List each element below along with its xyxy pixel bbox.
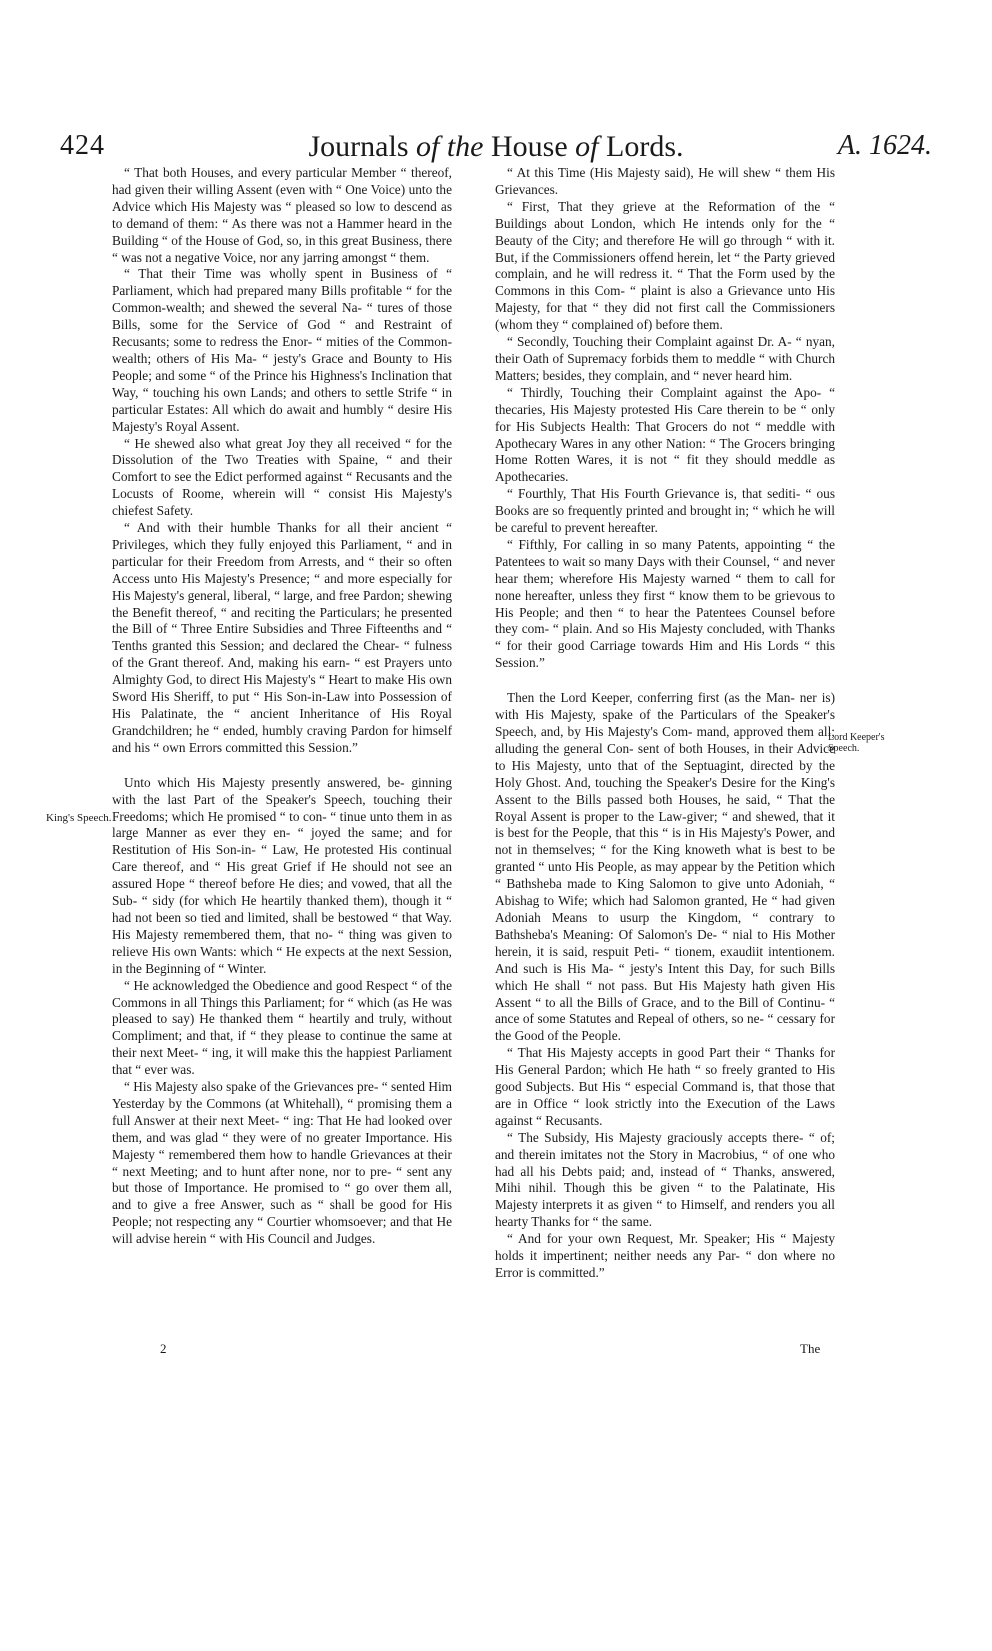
year: A. 1624. (837, 130, 932, 161)
paragraph: Then the Lord Keeper, conferring first (as the Man- ner is) with His Majesty, spake of the Particulars of the Speaker's Speech, and, by His Majesty's Com- mand, approved them all; alluding the general Con- sent of both Houses, in their Advice to His Majesty, unto that of the Septuagint, directed by the Holy Ghost. And, touching the Speaker's Desire for the King's Assent to the Bills passed both Houses, he said, “ That the Royal Assent is proper to the Law-giver; “ and shewed, that it is best for the People, that this “ is in His Majesty's Power, and not in themselves; “ for the King knoweth what is best to be granted “ unto His People, as may appear by the Petition which “ Bathsheba made to King Salomon to give unto Adoniah, “ Abishag to Wife; which had Salomon granted, He “ had given Adoniah Means to usurp the Kingdom, “ contrary to Bathsheba's Meaning: Of Salomon's De- “ nial to His Mother herein, it is said, respuit Peti- “ tionem, exaudiit intentionem. And such is His Ma- “ jesty's Intent this Day, for such Bills which He shall “ not pass. But His Majesty hath given His Assent “ to all the Bills of Grace, and to the Bill of Continu- “ ance of some Statutes and Repeal of others, so ne- “ cessary for the Good of the People. (495, 690, 835, 1044)
paragraph: “ And with their humble Thanks for all their ancient “ Privileges, which they fully enjoyed this Parliament, “ and in particular for their Freedom from Arrests, and “ their so often Access unto His Majesty's Presence; “ and more especially for His Majesty's general, liberal, “ large, and free Pardon; shewing the Benefit thereof, “ and reciting the Particulars; he presented the Bill of “ Three Entire Subsidies and Three Fifteenths and “ Tenths granted this Session; and declared the Chear- “ fulness of the Grant thereof. And, making his earn- “ est Prayers unto Almighty God, to direct His Majesty's “ Heart to make His own Sword His Sheriff, to put “ His Son-in-Law into Possession of His Palatinate, the “ ancient Inheritance of His Royal Grandchildren; he “ ended, humbly craving Pardon for himself and his “ own Errors committed this Session.” (112, 520, 452, 755)
paragraph: “ He shewed also what great Joy they all received “ for the Dissolution of the Two Treaties with Spaine, “ and their Comfort to see the Edict performed against “ Recusants and the Locusts of Roome, wherein will “ consist His Majesty's chiefest Safety. (112, 435, 452, 519)
margin-note-lord-keepers-speech: Lord Keeper's Speech. (828, 732, 885, 754)
paragraph: “ He acknowledged the Obedience and good Respect “ of the Commons in all Things this Parliament; for “ which (as He was pleased to say) He thanked them “ heartily and truly, without Compliment; and that, if “ they please to continue the same at their next Meet- “ ing, it will make this the happiest Parliament that “ ever was. (112, 977, 452, 1078)
title-word: the (446, 130, 484, 163)
catchword: The (800, 1341, 821, 1356)
title-word: of (575, 130, 599, 163)
paragraph: “ That both Houses, and every particular Member “ thereof, had given their willing Assent (even with “ One Voice) unto the Advice which His Majesty was “ pleased so low to descend as to demand of them: “ As there was not a Hammer heard in the Building “ of the House of God, so, in this great Business, there “ was not a negative Voice, nor any jarring amongst “ them. (112, 165, 452, 265)
paragraph: “ That His Majesty accepts in good Part their “ Thanks for His General Pardon; which He hath “ so freely granted to His good Subjects. But His “ especial Command is, that those that are in Office “ look strictly into the Execution of the Laws against “ Recusants. (495, 1045, 835, 1128)
paragraph: “ His Majesty also spake of the Grievances pre- “ sented Him Yesterday by the Commons (at Whitehall), “ promising them a full Answer at their next Meet- “ ing: That He had looked over them, and was glad “ they were of no greater Importance. His Majesty “ remembered them how to handle Grievances at their “ next Meeting; and to hunt after none, nor to pre- “ sent any but those of Importance. He promised to “ go over them all, and to give a free Answer, such as “ shall be good for His People; not respecting any “ Courtier whomsoever; and that He will advise herein “ with His Council and Judges. (112, 1079, 452, 1247)
signature-mark: 2 (160, 1341, 167, 1356)
paragraph: “ Fifthly, For calling in so many Patents, appointing “ the Patentees to wait so many Days with their Counsel, “ and never hear them; wherefore His Majesty warned “ them to call for none hereafter, unless they first “ know them to be grievous to His People; and then “ to hear the Patentees Counsel before they com- “ plain. And so His Majesty concluded, with Thanks “ for their good Carriage towards Him and His Lords “ this Session.” (495, 536, 835, 671)
title-word: House (491, 130, 568, 163)
paragraph: “ At this Time (His Majesty said), He will shew “ them His Grievances. (495, 165, 835, 197)
title-word: Lords. (606, 130, 684, 163)
paragraph: “ Secondly, Touching their Complaint against Dr. A- “ nyan, their Oath of Supremacy forbids them to meddle “ with Church Matters; besides, they complain, and “ never heard him. (495, 334, 835, 383)
paragraph: Unto which His Majesty presently answered, be- ginning with the last Part of the Speaker's Speech, touching their Freedoms; which He promised “ to con- “ tinue unto them in as large Manner as ever they en- “ joyed the same; and for Restitution of His Son-in- “ Law, He protested His continual Care thereof, and “ His great Grief if He should not see an assured Hope “ thereof before He dies; and vowed, that all the Sub- “ sidy (for which He heartily thanked them), though it “ had not been so tied and limited, shall be bestowed “ that Way. His Majesty remembered them, that no- “ thing was given to relieve His own Wants: which “ He expects at the next Session, in the Beginning of “ Winter. (112, 774, 452, 976)
paragraph: “ First, That they grieve at the Reformation of the “ Buildings about London, which He intends only for the “ Beauty of the City; and therefore He will go through “ with it. But, if the Commissioners offend herein, let “ the Party grieved complain, and he will redress it. “ That the Form used by the Commons in this Com- “ plaint is also a Grievance unto His Majesty, for that “ they did not first call the Commissioners (whom they “ complained of) before them. (495, 198, 835, 333)
left-column (112, 165, 452, 1248)
margin-note-kings-speech: King's Speech. (46, 812, 112, 824)
paragraph: “ The Subsidy, His Majesty graciously accepts there- “ of; and therein imitates not the Story in Macrobius, “ of one who had all his Debts paid; and, instead of “ Thanks, answered, Mihi nihil. Though this be given “ to the Palatinate, His Majesty interprets it as given “ to Himself, and renders you all hearty Thanks for “ the same. (495, 1129, 835, 1230)
paragraph: “ And for your own Request, Mr. Speaker; His “ Majesty holds it impertinent; neither needs any Par- “ don where no Error is committed.” (495, 1231, 835, 1280)
paragraph: “ That their Time was wholly spent in Business of “ Parliament, which had prepared many Bills profitable “ for the Common-wealth; and shewed the several Na- “ tures of those Bills, some for the Service of God “ and Restraint of Recusants; some to redress the Enor- “ mities of the Common-wealth; others of His Ma- “ jesty's Grace and Bounty to His People; and some “ of the Prince his Highness's Inclination that Way, “ touching his own Lands; and others to settle Strife “ in particular Estates: All which do await and humbly “ desire His Majesty's Royal Assent. (112, 266, 452, 434)
right-column (495, 165, 835, 1282)
title-word: of (416, 130, 440, 163)
page-number: 424 (60, 130, 105, 161)
paragraph: “ Fourthly, That His Fourth Grievance is, that sediti- “ ous Books are so frequently printed and brought in; “ which he will be careful to prevent hereafter. (495, 486, 835, 536)
paragraph: “ Thirdly, Touching their Complaint against the Apo- “ thecaries, His Majesty protested His Care therein to be “ only for His Subjects Health: That Grocers do not “ meddle with Apothecary Wares in any other Nation: “ The Grocers bringing Home Rotten Wares, it is not “ fit they should meddle as Apothecaries. (495, 384, 835, 485)
title-word: Journals (308, 130, 409, 163)
page-header (0, 130, 992, 170)
